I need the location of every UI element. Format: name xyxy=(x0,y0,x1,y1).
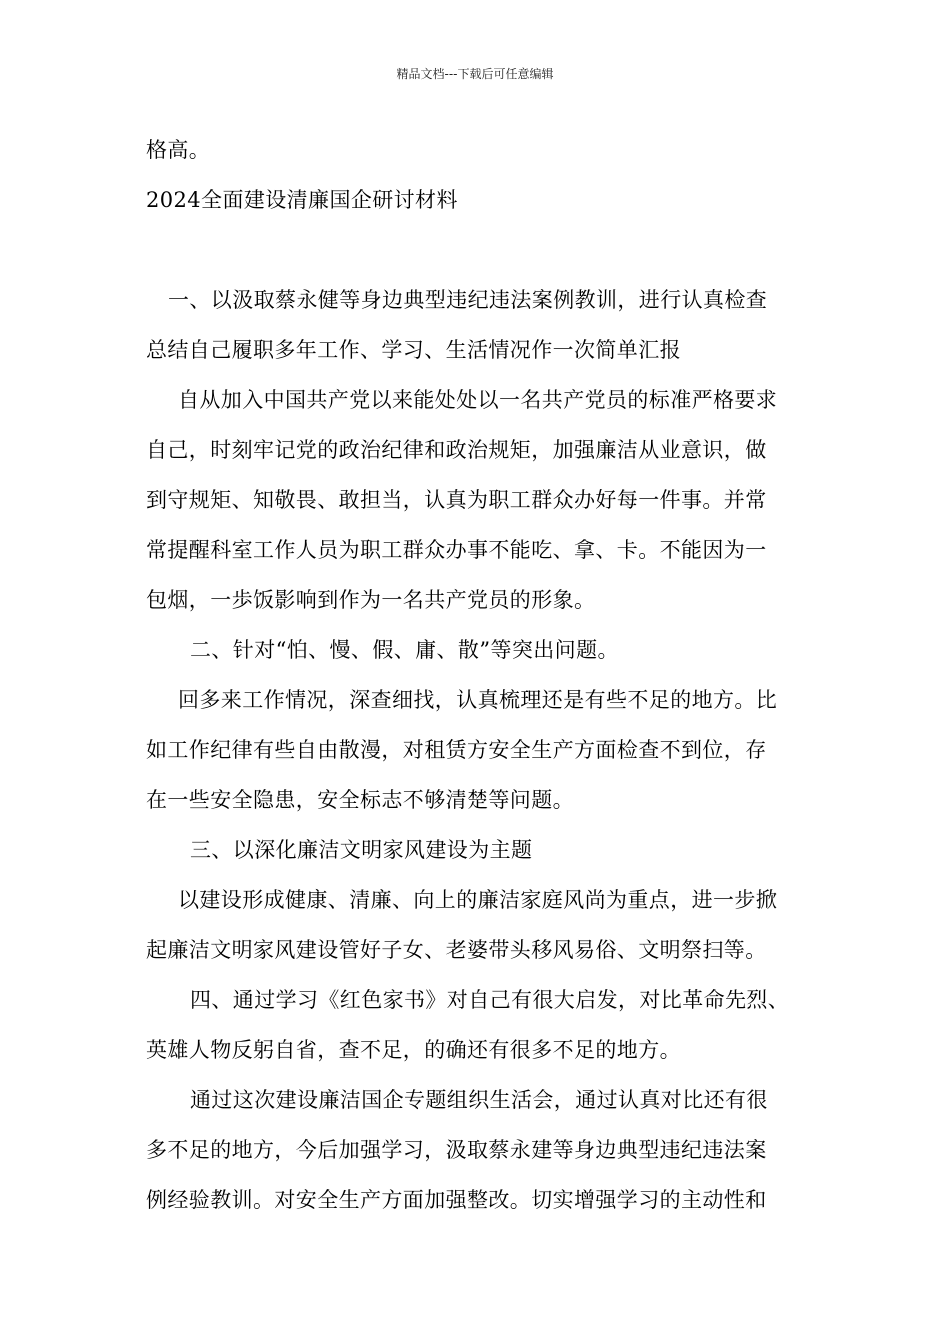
paragraph-start: 以建设形成健康、清廉、向上的廉洁家庭风尚为重点，进一步掀 xyxy=(178,888,778,912)
body-line: 自己，时刻牢记党的政治纪律和政治规矩，加强廉洁从业意识，做 xyxy=(146,438,767,462)
body-line: 例经验教训。对安全生产方面加强整改。切实增强学习的主动性和 xyxy=(146,1188,767,1212)
section-heading-3: 三、以深化廉洁文明家风建设为主题 xyxy=(190,838,533,862)
section-heading-2: 二、针对“怕、慢、假、庸、散”等突出问题。 xyxy=(190,638,619,662)
body-line: 多不足的地方，今后加强学习，汲取蔡永建等身边典型违纪违法案 xyxy=(146,1138,767,1162)
document-title: 2024全面建设清廉国企研讨材料 xyxy=(146,188,458,212)
body-line: 格高。 xyxy=(146,138,211,162)
body-line: 在一些安全隐患，安全标志不够清楚等问题。 xyxy=(146,788,574,812)
body-line: 包烟，一歩饭影响到作为一名共产党员的形象。 xyxy=(146,588,596,612)
body-line: 如工作纪律有些自由散漫，对租赁方安全生产方面检查不到位，存 xyxy=(146,738,767,762)
paragraph-start: 回多来工作情况，深查细找，认真梳理还是有些不足的地方。比 xyxy=(178,688,778,712)
paragraph-start: 自从加入中国共产党以来能处处以一名共产党员的标准严格要求 xyxy=(178,388,778,412)
section-heading-4: 四、通过学习《红色家书》对自己有很大启发，对比革命先烈、 xyxy=(190,988,790,1012)
body-line: 到守规矩、知敬畏、敢担当，认真为职工群众办好每一件事。并常 xyxy=(146,488,767,512)
body-line: 起廉洁文明家风建设管好子女、老婆带头移风易俗、文明祭扫等。 xyxy=(146,938,767,962)
body-line: 常提醒科室工作人员为职工群众办事不能吃、拿、卡。不能因为一 xyxy=(146,538,767,562)
page-header: 精品文档---下载后可任意编辑 xyxy=(396,67,554,81)
section-heading-1: 一、以汲取蔡永健等身边典型违纪违法案例教训，进行认真检查 xyxy=(168,288,768,312)
body-line: 英雄人物反躬自省，查不足，的确还有很多不足的地方。 xyxy=(146,1038,681,1062)
body-line: 总结自己履职多年工作、学习、生活情况作一次简单汇报 xyxy=(146,338,681,362)
paragraph-start: 通过这次建设廉洁国企专题组织生活会，通过认真对比还有很 xyxy=(190,1088,768,1112)
